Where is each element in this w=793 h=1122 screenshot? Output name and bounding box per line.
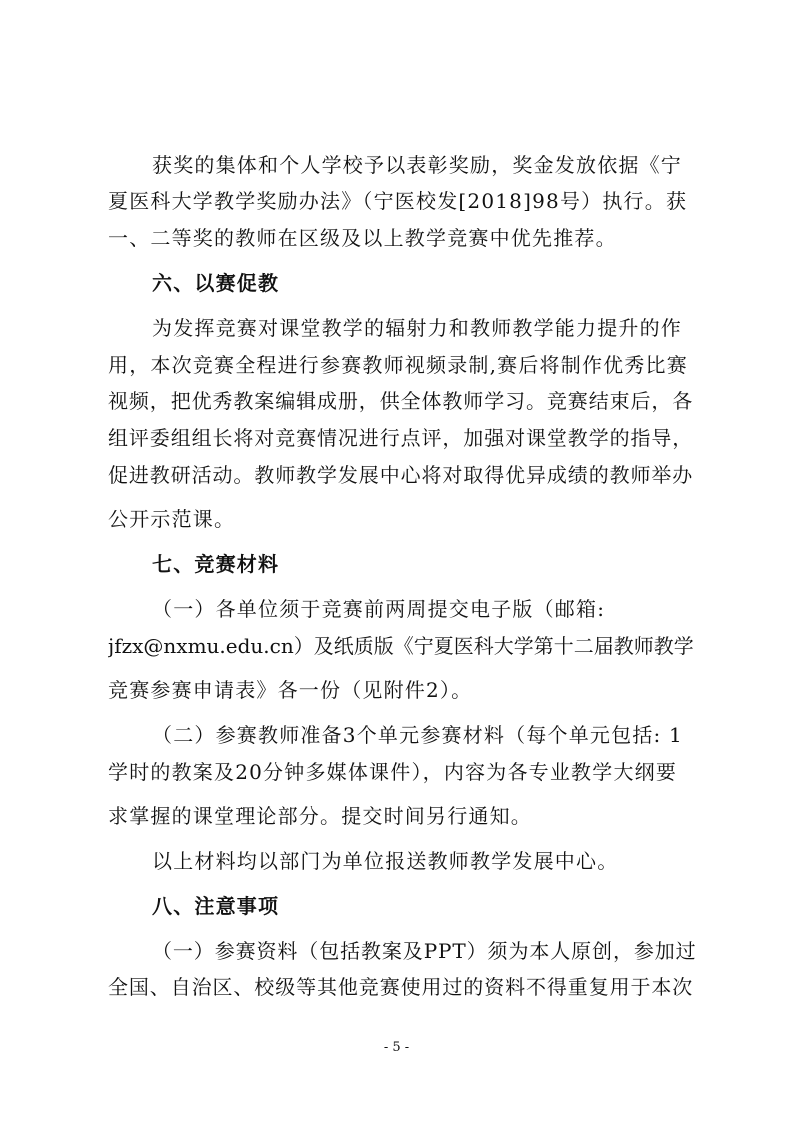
paragraph-line: 组评委组组长将对竞赛情况进行点评，加强对课堂教学的指导， — [108, 426, 694, 450]
paragraph-line: 学时的教案及20分钟多媒体课件），内容为各专业教学大纲要 — [108, 760, 678, 784]
paragraph-line: （一）参赛资料（包括教案及PPT）须为本人原创，参加过 — [152, 939, 697, 963]
paragraph-line: 用，本次竞赛全程进行参赛教师视频录制,赛后将制作优秀比赛 — [108, 353, 688, 377]
section-heading-7: 七、竞赛材料 — [152, 552, 280, 576]
section-heading-6: 六、以赛促教 — [152, 271, 280, 295]
section-heading-8: 八、注意事项 — [152, 894, 280, 918]
paragraph-line: 获奖的集体和个人学校予以表彰奖励，奖金发放依据《宁 — [152, 153, 682, 177]
paragraph-line: 一、二等奖的教师在区级及以上教学竞赛中优先推荐。 — [108, 226, 617, 250]
page-number: - 5 - — [383, 1040, 410, 1055]
paragraph-line: 以上材料均以部门为单位报送教师教学发展中心。 — [152, 849, 619, 873]
paragraph-line: （二）参赛教师准备3个单元参赛材料（每个单元包括: 1 — [152, 723, 683, 747]
paragraph-line: 公开示范课。 — [108, 507, 236, 531]
paragraph-line: 求掌握的课堂理论部分。提交时间另行通知。 — [108, 804, 532, 828]
paragraph-line: 全国、自治区、校级等其他竞赛使用过的资料不得重复用于本次 — [108, 975, 694, 999]
paragraph-line: 夏医科大学教学奖励办法》（宁医校发[2018]98号）执行。获 — [108, 189, 688, 213]
paragraph-line: jfzx@nxmu.edu.cn）及纸质版《宁夏医科大学第十二届教师教学 — [108, 634, 694, 658]
paragraph-line: 竞赛参赛申请表》各一份（见附件2）。 — [108, 678, 473, 702]
paragraph-line: 视频，把优秀教案编辑成册，供全体教师学习。竞赛结束后，各 — [108, 389, 694, 413]
paragraph-line: 促进教研活动。教师教学发展中心将对取得优异成绩的教师举办 — [108, 463, 694, 487]
paragraph-line: （一）各单位须于竞赛前两周提交电子版（邮箱: — [152, 597, 606, 621]
paragraph-line: 为发挥竞赛对课堂教学的辐射力和教师教学能力提升的作 — [152, 316, 682, 340]
